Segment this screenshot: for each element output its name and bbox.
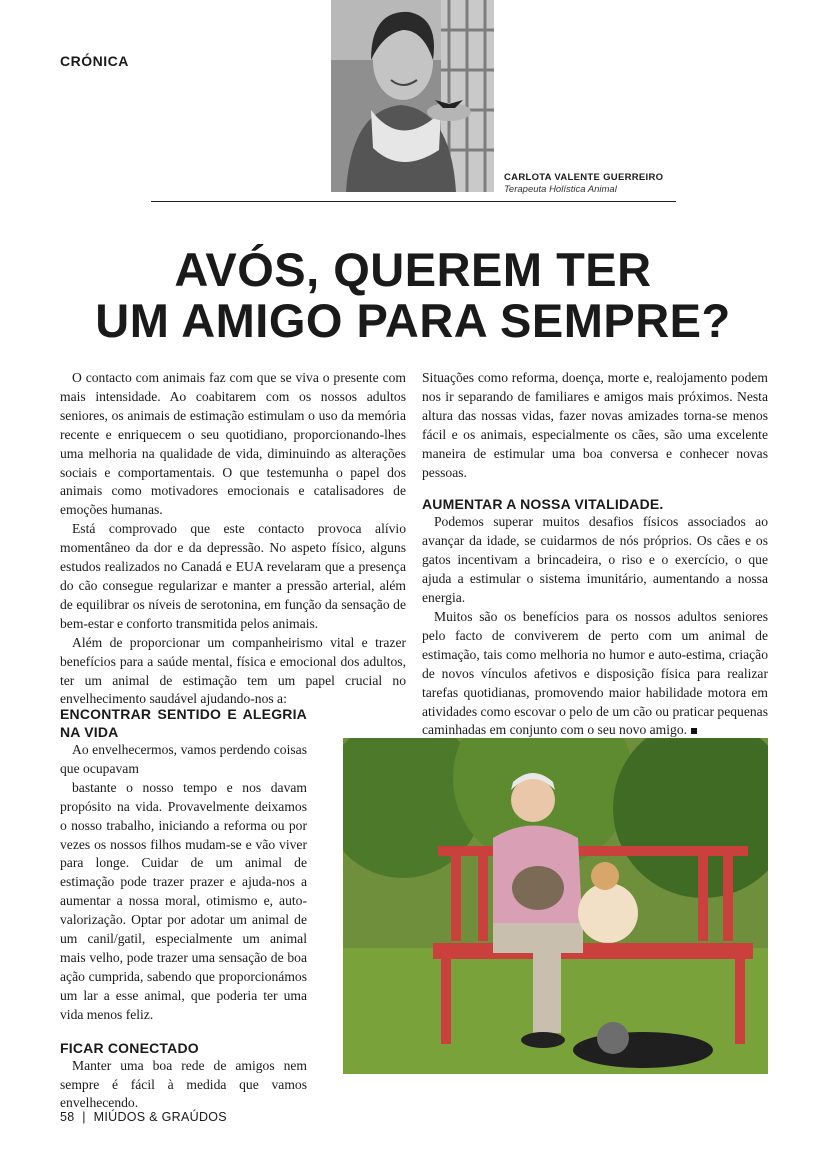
paragraph: Podemos superar muitos desafios físicos associados ao avançar da idade, se cuidarmos de nós próprios. Os cães e os gatos incentivam a brincadeira, o riso e o exercício, o que ajuda a estimular o sistema imunitário, aumentando a nossa energia. [422,514,768,606]
paragraph: Ao envelhecermos, vamos perdendo coisas que ocupavam [60,742,307,776]
title-line-1: AVÓS, QUEREM TER [174,243,652,296]
article-photo [343,738,768,1074]
header-divider [151,201,676,202]
author-name: CARLOTA VALENTE GUERREIRO [504,172,664,183]
footer-separator: | [82,1110,86,1124]
section-label: CRÓNICA [60,53,129,69]
page-footer [60,1110,227,1124]
right-column [422,369,768,740]
paragraph: Situações como reforma, doença, morte e, realojamento podem nos ir separando de familiares e amigos mais próximos. Nesta altura das nossas vidas, fazer novas amizades torna-se menos fácil e os animais, especialmente os cães, são uma excelente maneira de estimular uma boa conversa e conhecer novas pessoas. [422,370,768,480]
author-portrait [331,0,494,192]
paragraph: Manter uma boa rede de amigos nem sempre é fácil à medida que vamos envelhecendo. [60,1057,307,1111]
title-line-2: UM AMIGO PARA SEMPRE? [95,294,731,347]
section-heading: AUMENTAR A NOSSA VITALIDADE. [422,496,664,513]
section-heading: FICAR CONECTADO [60,1039,199,1056]
author-role: Terapeuta Holística Animal [504,184,617,195]
section-heading: ENCONTRAR SENTIDO E ALEGRIA NA VIDA [60,706,307,740]
end-mark [691,728,697,734]
author-portrait-image [331,0,494,192]
final-paragraph-text: Muitos são os benefícios para os nossos adultos seniores pelo facto de conviverem de perto com um animal de estimação, tais como melhoria no humor e auto-estima, criação de novos vínculos afetivos e disposição física para realizar tarefas quotidianas, promovendo maior habilidade motora em atividades como escovar o pelo de um cão ou praticar pequenas caminhadas em conjunto com o seu novo amigo. [422,608,768,738]
author-credit [504,172,663,196]
paragraph: bastante o nosso tempo e nos davam propósito na vida. Provavelmente deixamos o nosso trabalho, iniciando a reforma ou por vezes os nossos filhos mudam-se e vão viver para longe. Cuidar de um animal de estimação pode trazer prazer e ajuda-nos a aumentar a nossa moral, otimismo e, auto- valorização. Optar por adotar um animal de um canil/gatil, especialmente um animal mais velho, pode trazer uma sensação de boa ação cumprida, sabendo que proporcionámos um lar a esse animal, que poderia ter uma vida menos feliz. [60,779,307,1022]
paragraph [422,608,768,740]
page-number: 58 [60,1110,75,1124]
publication-name: MIÚDOS & GRAÚDOS [93,1110,227,1124]
paragraph: Além de proporcionar um companheirismo vital e trazer benefícios para a saúde mental, física e emocional dos adultos, ter um animal de estimação tem um papel crucial no envelhecimento saudável ajudando-nos a: [60,634,406,707]
bottom-left-column [60,705,307,1113]
left-column [60,369,406,709]
senior-with-pets-image [343,738,768,1074]
article-title [0,244,826,346]
paragraph: Está comprovado que este contacto provoca alívio momentâneo da dor e da depressão. No aspeto físico, alguns estudos realizados no Canadá e EUA revelaram que a presença do cão consegue regularizar e manter a pressão arterial, além de equilibrar os níveis de serotonina, em função da sensação de bem-estar e conforto transmitida pelos animais. [60,521,406,631]
paragraph: O contacto com animais faz com que se viva o presente com mais intensidade. Ao coabitarem com os nossos adultos seniores, os animais de estimação estimulam o uso da memória recente e enriquecem o seu quotidiano, proporcionando-lhes uma melhoria na qualidade de vida, diminuindo as alterações sociais e comportamentais. O que testemunha o papel dos animais como motivadores emocionais e catalisadores de emoções humanas. [60,370,406,518]
